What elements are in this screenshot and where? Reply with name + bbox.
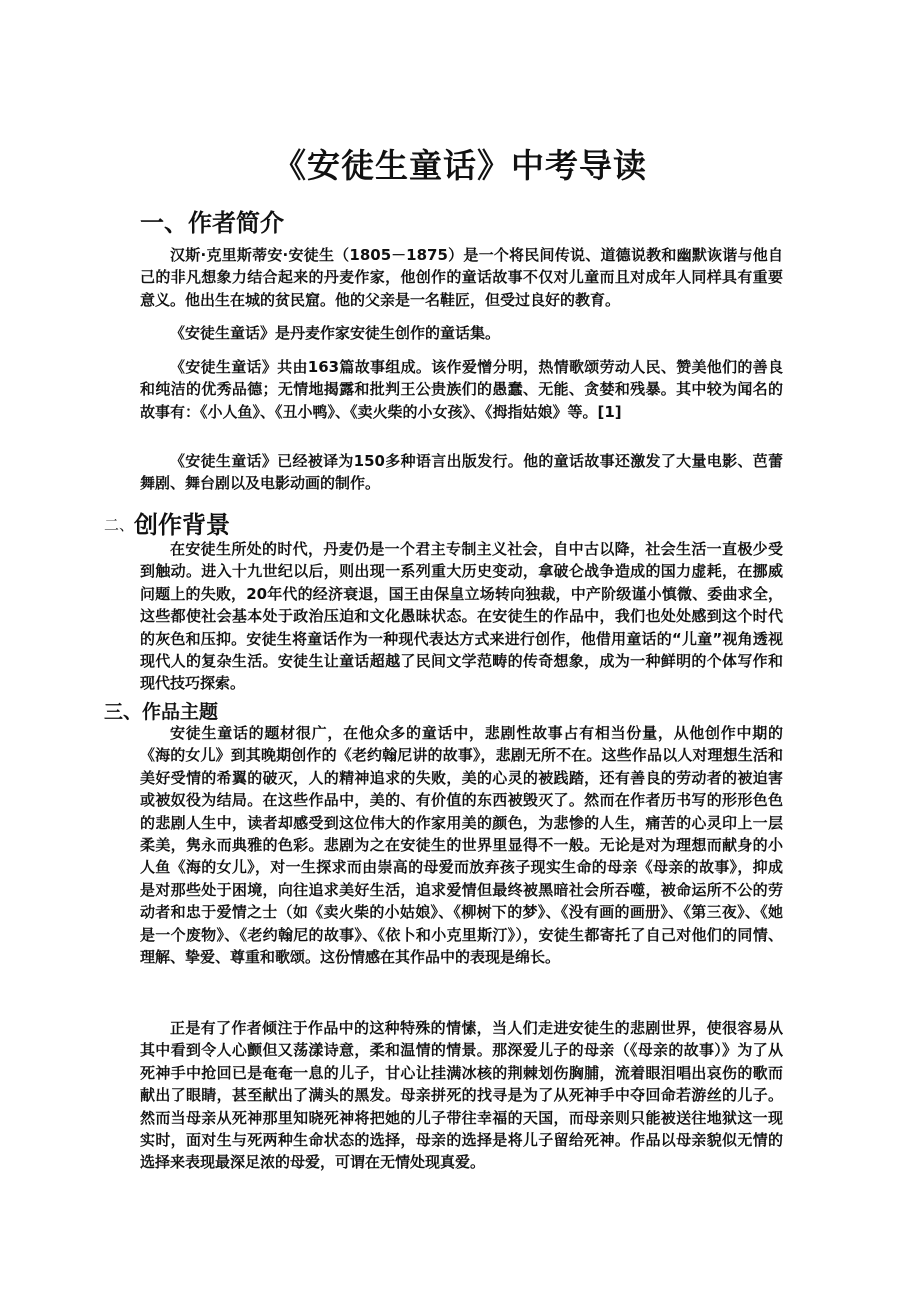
paragraph-collection-content: 《安徒生童话》共由163篇故事组成。该作爱憎分明，热情歌颂劳动人民、赞美他们的善良和纯洁的优秀品德；无情地揭露和批判王公贵族们的愚蠢、无能、贪婪和残暴。其中较为闻名的故事有：《小人鱼》、《丑小鸭》、《卖火柴的小女孩》、《拇指姑娘》等。[1] bbox=[140, 358, 783, 421]
section-heading-background-text: 创作背景 bbox=[134, 511, 231, 539]
section-heading-background bbox=[104, 505, 230, 540]
paragraph-theme-mother: 正是有了作者倾注于作品中的这种特殊的情愫，当人们走进安徒生的悲剧世界，使很容易从其中看到令人心颤但又荡漾诗意，柔和温情的情景。那深爱儿子的母亲（《母亲的故事）》为了从死神手中抢回已是奄奄一息的儿子，甘心让挂满冰核的荆棘划伤胸脯，流着眼泪唱出哀伤的歌而献出了眼睛，甚至献出了满头的黑发。母亲拼死的找寻是为了从死神手中夺回命若游丝的儿子。然而当母亲从死神那里知晓死神将把她的儿子带往幸福的天国，而母亲则只能被送往地狱这一现实时，面对生与死两种生命状态的选择，母亲的选择是将儿子留给死神。作品以母亲貌似无情的选择来表现最深足浓的母爱，可谓在无情处现真爱。 bbox=[140, 1019, 783, 1172]
section-heading-theme: 三、作品主题 bbox=[104, 701, 219, 723]
paragraph-author-bio: 汉斯·克里斯蒂安·安徒生（1805－1875）是一个将民间传说、道德说教和幽默诙谐与他自己的非凡想象力结合起来的丹麦作家，他创作的童话故事不仅对儿童而且对成年人同样具有重要意义。他出生在城的贫民窟。他的父亲是一名鞋匠，但受过良好的教育。 bbox=[140, 246, 783, 309]
paragraph-background: 在安徒生所处的时代，丹麦仍是一个君主专制主义社会，自中古以降，社会生活一直极少受到触动。进入十九世纪以后，则出现一系列重大历史变动，拿破仑战争造成的国力虚耗，在挪威问题上的失败，20年代的经济衰退，国王由保皇立场转向独裁，中产阶级谨小慎微、委曲求全，这些都使社会基本处于政治压迫和文化愚昧状态。在安徒生的作品中，我们也处处感到这个时代的灰色和压抑。安徒生将童话作为一种现代表达方式来进行创作，他借用童话的“儿童”视角透视现代人的复杂生活。安徒生让童话超越了民间文学范畴的传奇想象，成为一种鲜明的个体写作和现代技巧探索。 bbox=[140, 540, 783, 693]
document-title: 《安徒生童话》中考导读 bbox=[273, 146, 647, 185]
section-heading-background-number: 二、 bbox=[104, 516, 135, 534]
paragraph-translations: 《安徒生童话》已经被译为150多种语言出版发行。他的童话故事还激发了大量电影、芭蕾舞剧、舞台剧以及电影动画的制作。 bbox=[140, 452, 783, 493]
paragraph-theme-tragedy: 安徒生童话的题材很广，在他众多的童话中，悲剧性故事占有相当份量，从他创作中期的《海的女儿》到其晚期创作的《老约翰尼讲的故事》，悲剧无所不在。这些作品以人对理想生活和美好受情的希翼的破灭，人的精神追求的失败，美的心灵的被践踏，还有善良的劳动者的被迫害或被奴役为结局。在这些作品中，美的、有价值的东西被毁灭了。然而在作者历书写的形形色色的悲剧人生中，读者却感受到这位伟大的作家用美的颜色，为悲惨的人生，痛苦的心灵印上一层柔美，隽永而典雅的色彩。悲剧为之在安徒生的世界里显得不一般。无论是对为理想而献身的小人鱼《海的女儿》，对一生探求而由崇高的母爱而放弃孩子现实生命的母亲《母亲的故事》，抑成是对那些处于困境，向往追求美好生活，追求爱情但最终被黑暗社会所吞噬，被命运所不公的劳动者和忠于爱情之士（如《卖火柴的小姑娘》、《柳树下的梦》、《没有画的画册》、《第三夜》、《她是一个废物》、《老约翰尼的故事》、《依卜和小克里斯汀》），安徒生都寄托了自己对他们的同情、理解、挚爱、尊重和歌颂。这份情感在其作品中的表现是绵长。 bbox=[140, 724, 783, 967]
section-heading-author: 一、作者简介 bbox=[140, 209, 284, 237]
paragraph-collection-intro: 《安徒生童话》是丹麦作家安徒生创作的童话集。 bbox=[170, 324, 501, 342]
